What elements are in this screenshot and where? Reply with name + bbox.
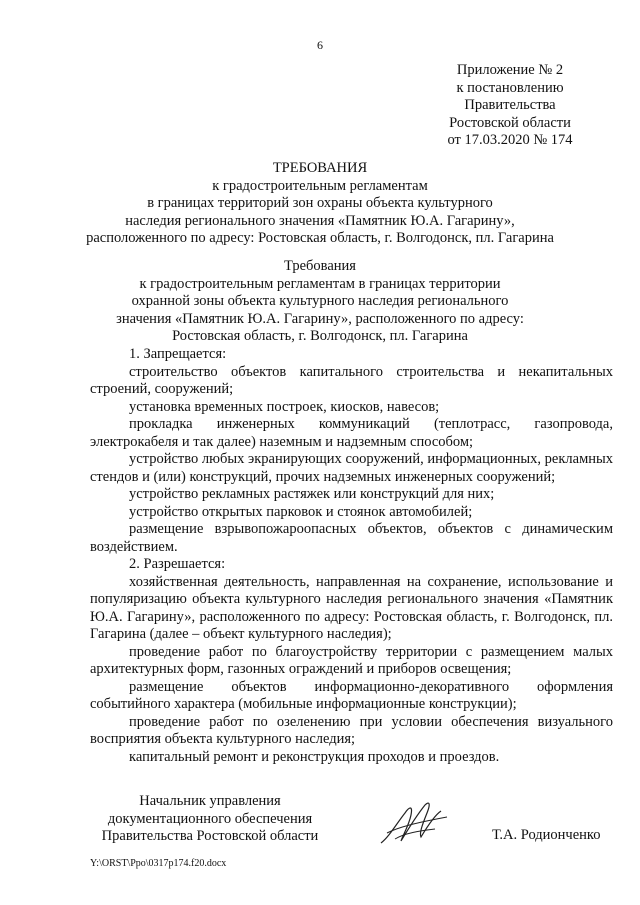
subtitle-line: значения «Памятник Ю.А. Гагарину», расположенного по адресу: [116,310,524,327]
section-title [70,258,570,346]
paragraph: размещение взрывопожароопасных объектов, объектов с динамическим воздействием. [90,521,613,555]
paragraph: размещение объектов информационно-декоративного оформления событийного характера (мобильные информационные конструкции); [90,678,613,712]
paragraph: устройство любых экранирующих сооружений, информационных, рекламных стендов и (или) конструкций, прочих надземных инженерных сооружений; [90,451,613,485]
file-path: Y:\ORST\Ppo\0317p174.f20.docx [90,858,227,869]
appendix-note [440,62,580,150]
paragraph: хозяйственная деятельность, направленная на сохранение, использование и популяризацию объекта культурного наследия регионального значения «Памятник Ю.А. Гагарину», расположенного по адресу: Ростовская область, г. Волгодонск, пл. Гагарина (далее – объект культурного наследия); [90,573,613,642]
paragraph: строительство объектов капитального строительства и некапитальных строений, сооружений; [90,363,613,397]
paragraph: 1. Запрещается: [129,346,227,362]
position-line: Начальник управления [139,793,281,809]
document-body [90,346,613,766]
paragraph: установка временных построек, киосков, навесов; [129,398,440,415]
title-line: ТРЕБОВАНИЯ [272,160,368,176]
appendix-line: к постановлению [456,79,564,96]
title-line: в границах территорий зон охраны объекта культурного [147,195,493,211]
title-line: расположенного по адресу: Ростовская область, г. Волгодонск, пл. Гагарина [86,230,554,246]
subtitle-line: охранной зоны объекта культурного наследия регионального [131,293,509,309]
subtitle-line: Требования [284,258,356,274]
title-line: к градостроительным регламентам [212,177,428,194]
appendix-line: Правительства [464,97,556,113]
signatory-name: Т.А. Родионченко [492,827,601,843]
signatory-position [90,793,330,846]
subtitle-line: к градостроительным регламентам в границах территории [139,275,501,292]
paragraph: проведение работ по озеленению при условии обеспечения визуального восприятия объекта культурного наследия; [90,713,613,747]
position-line: документационного обеспечения [107,810,313,827]
paragraph: устройство рекламных растяжек или конструкций для них; [129,486,495,502]
paragraph: устройство открытых парковок и стоянок автомобилей; [129,503,473,520]
page-number: 6 [317,38,323,52]
document-title [70,160,570,248]
title-line: наследия регионального значения «Памятник Ю.А. Гагарину», [125,212,515,229]
handwritten-signature [375,793,455,853]
position-line: Правительства Ростовской области [101,828,319,844]
paragraph: проведение работ по благоустройству территории с размещением малых архитектурных форм, газонных ограждений и приборов освещения; [90,643,613,677]
paragraph: капитальный ремонт и реконструкция проходов и проездов. [129,748,500,765]
paragraph: 2. Разрешается: [129,556,226,572]
appendix-line: Ростовской области [449,114,571,131]
appendix-line: от 17.03.2020 № 174 [447,132,573,148]
paragraph: прокладка инженерных коммуникаций (теплотрасс, газопровода, электрокабеля и так далее) наземным и надземным способом; [90,416,613,450]
subtitle-line: Ростовская область, г. Волгодонск, пл. Гагарина [172,328,468,344]
appendix-line: Приложение № 2 [456,62,564,78]
